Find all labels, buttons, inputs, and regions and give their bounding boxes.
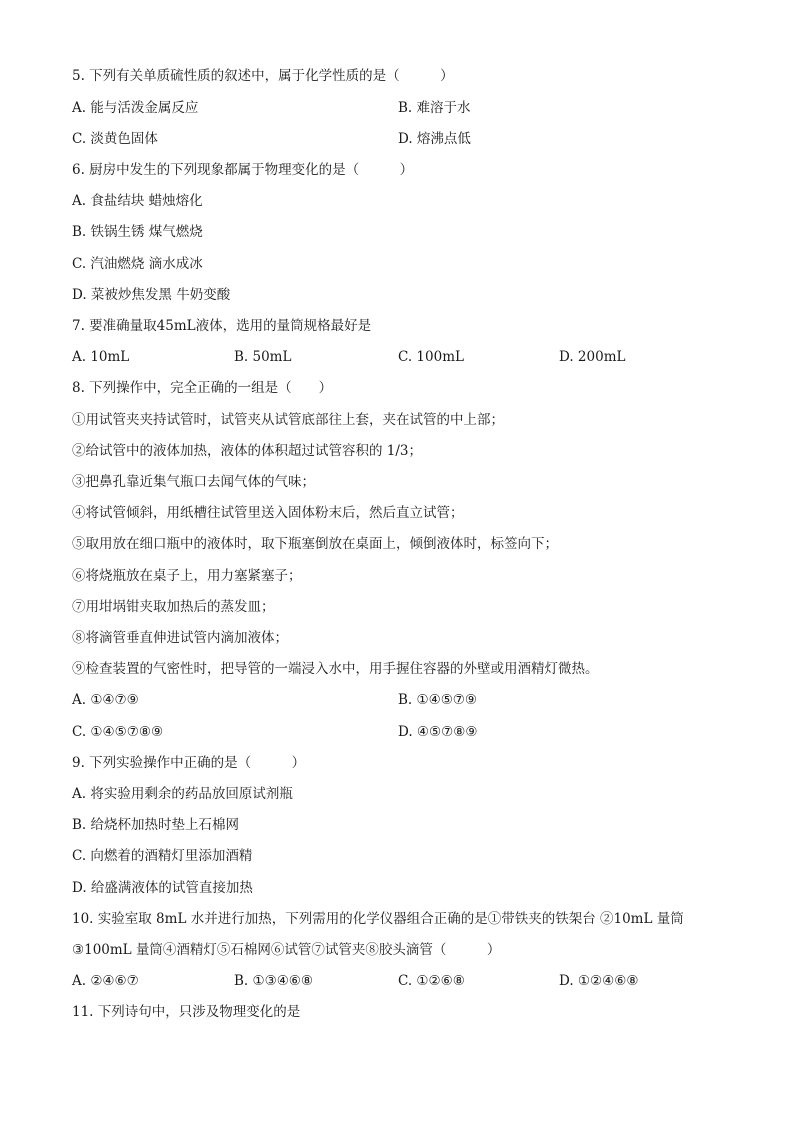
- question-10-option-b: B. ①③④⑥⑧: [234, 973, 314, 989]
- question-10-stem-line2: ③100mL 量筒④酒精灯⑤石棉网⑥试管⑦试管夹⑧胶头滴管（ ）: [72, 942, 501, 958]
- question-8-item: ③把鼻孔靠近集气瓶口去闻气体的气味；: [72, 474, 315, 490]
- question-8-option-b: B. ①④⑤⑦⑨: [398, 692, 478, 708]
- question-5-option-a: A. 能与活泼金属反应: [72, 100, 199, 116]
- question-9-option-d: D. 给盛满液体的试管直接加热: [72, 880, 253, 896]
- question-7-option-c: C. 100mL: [398, 349, 464, 365]
- question-8-option-a: A. ①④⑦⑨: [72, 692, 139, 708]
- question-8-item: ⑨检查装置的气密性时，把导管的一端浸入水中，用手握住容器的外壁或用酒精灯微热。: [72, 661, 599, 677]
- question-11-stem: 11. 下列诗句中，只涉及物理变化的是: [72, 1004, 301, 1020]
- question-9-stem: 9. 下列实验操作中正确的是（ ）: [72, 755, 306, 771]
- question-9-option-a: A. 将实验用剩余的药品放回原试剂瓶: [72, 786, 293, 802]
- question-5-option-c: C. 淡黄色固体: [72, 131, 158, 147]
- question-6-option-c: C. 汽油燃烧 滴水成冰: [72, 256, 203, 272]
- question-8-item: ⑧将滴管垂直伸进试管内滴加液体；: [72, 630, 288, 646]
- question-8-item: ①用试管夹夹持试管时，试管夹从试管底部往上套，夹在试管的中上部；: [72, 412, 504, 428]
- question-9-option-c: C. 向燃着的酒精灯里添加酒精: [72, 848, 253, 864]
- question-8-item: ⑥将烧瓶放在桌子上，用力塞紧塞子；: [72, 568, 302, 584]
- question-6-option-d: D. 菜被炒焦发黑 牛奶变酸: [72, 287, 231, 303]
- question-8-item: ④将试管倾斜，用纸槽往试管里送入固体粉末后，然后直立试管；: [72, 505, 464, 521]
- question-6-stem: 6. 厨房中发生的下列现象都属于物理变化的是（ ）: [72, 162, 414, 178]
- question-8-option-d: D. ④⑤⑦⑧⑨: [398, 724, 478, 740]
- question-7-option-b: B. 50mL: [234, 349, 292, 365]
- question-10-option-c: C. ①②⑥⑧: [398, 973, 465, 989]
- question-10-option-d: D. ①②④⑥⑧: [559, 973, 639, 989]
- question-10-option-a: A. ②④⑥⑦: [72, 973, 139, 989]
- question-8-item: ⑤取用放在细口瓶中的液体时，取下瓶塞倒放在桌面上，倾倒液体时，标签向下；: [72, 536, 558, 552]
- question-9-option-b: B. 给烧杯加热时垫上石棉网: [72, 817, 240, 833]
- question-8-item: ②给试管中的液体加热，液体的体积超过试管容积的 1/3；: [72, 443, 423, 459]
- question-8-stem: 8. 下列操作中，完全正确的一组是（ ）: [72, 380, 333, 396]
- question-6-option-a: A. 食盐结块 蜡烛熔化: [72, 193, 203, 209]
- question-5-option-d: D. 熔沸点低: [398, 131, 471, 147]
- question-5-option-b: B. 难溶于水: [398, 100, 471, 116]
- question-8-option-c: C. ①④⑤⑦⑧⑨: [72, 724, 164, 740]
- question-10-stem-line1: 10. 实验室取 8mL 水并进行加热，下列需用的化学仪器组合正确的是①带铁夹的铁架台 ②10mL 量筒: [72, 911, 684, 927]
- question-8-item: ⑦用坩埚钳夹取加热后的蒸发皿；: [72, 599, 275, 615]
- question-7-option-d: D. 200mL: [559, 349, 626, 365]
- question-7-stem: 7. 要准确量取45mL液体，选用的量筒规格最好是: [72, 318, 372, 334]
- question-7-option-a: A. 10mL: [72, 349, 130, 365]
- question-6-option-b: B. 铁锅生锈 煤气燃烧: [72, 224, 203, 240]
- question-5-stem: 5. 下列有关单质硫性质的叙述中，属于化学性质的是（ ）: [72, 68, 454, 84]
